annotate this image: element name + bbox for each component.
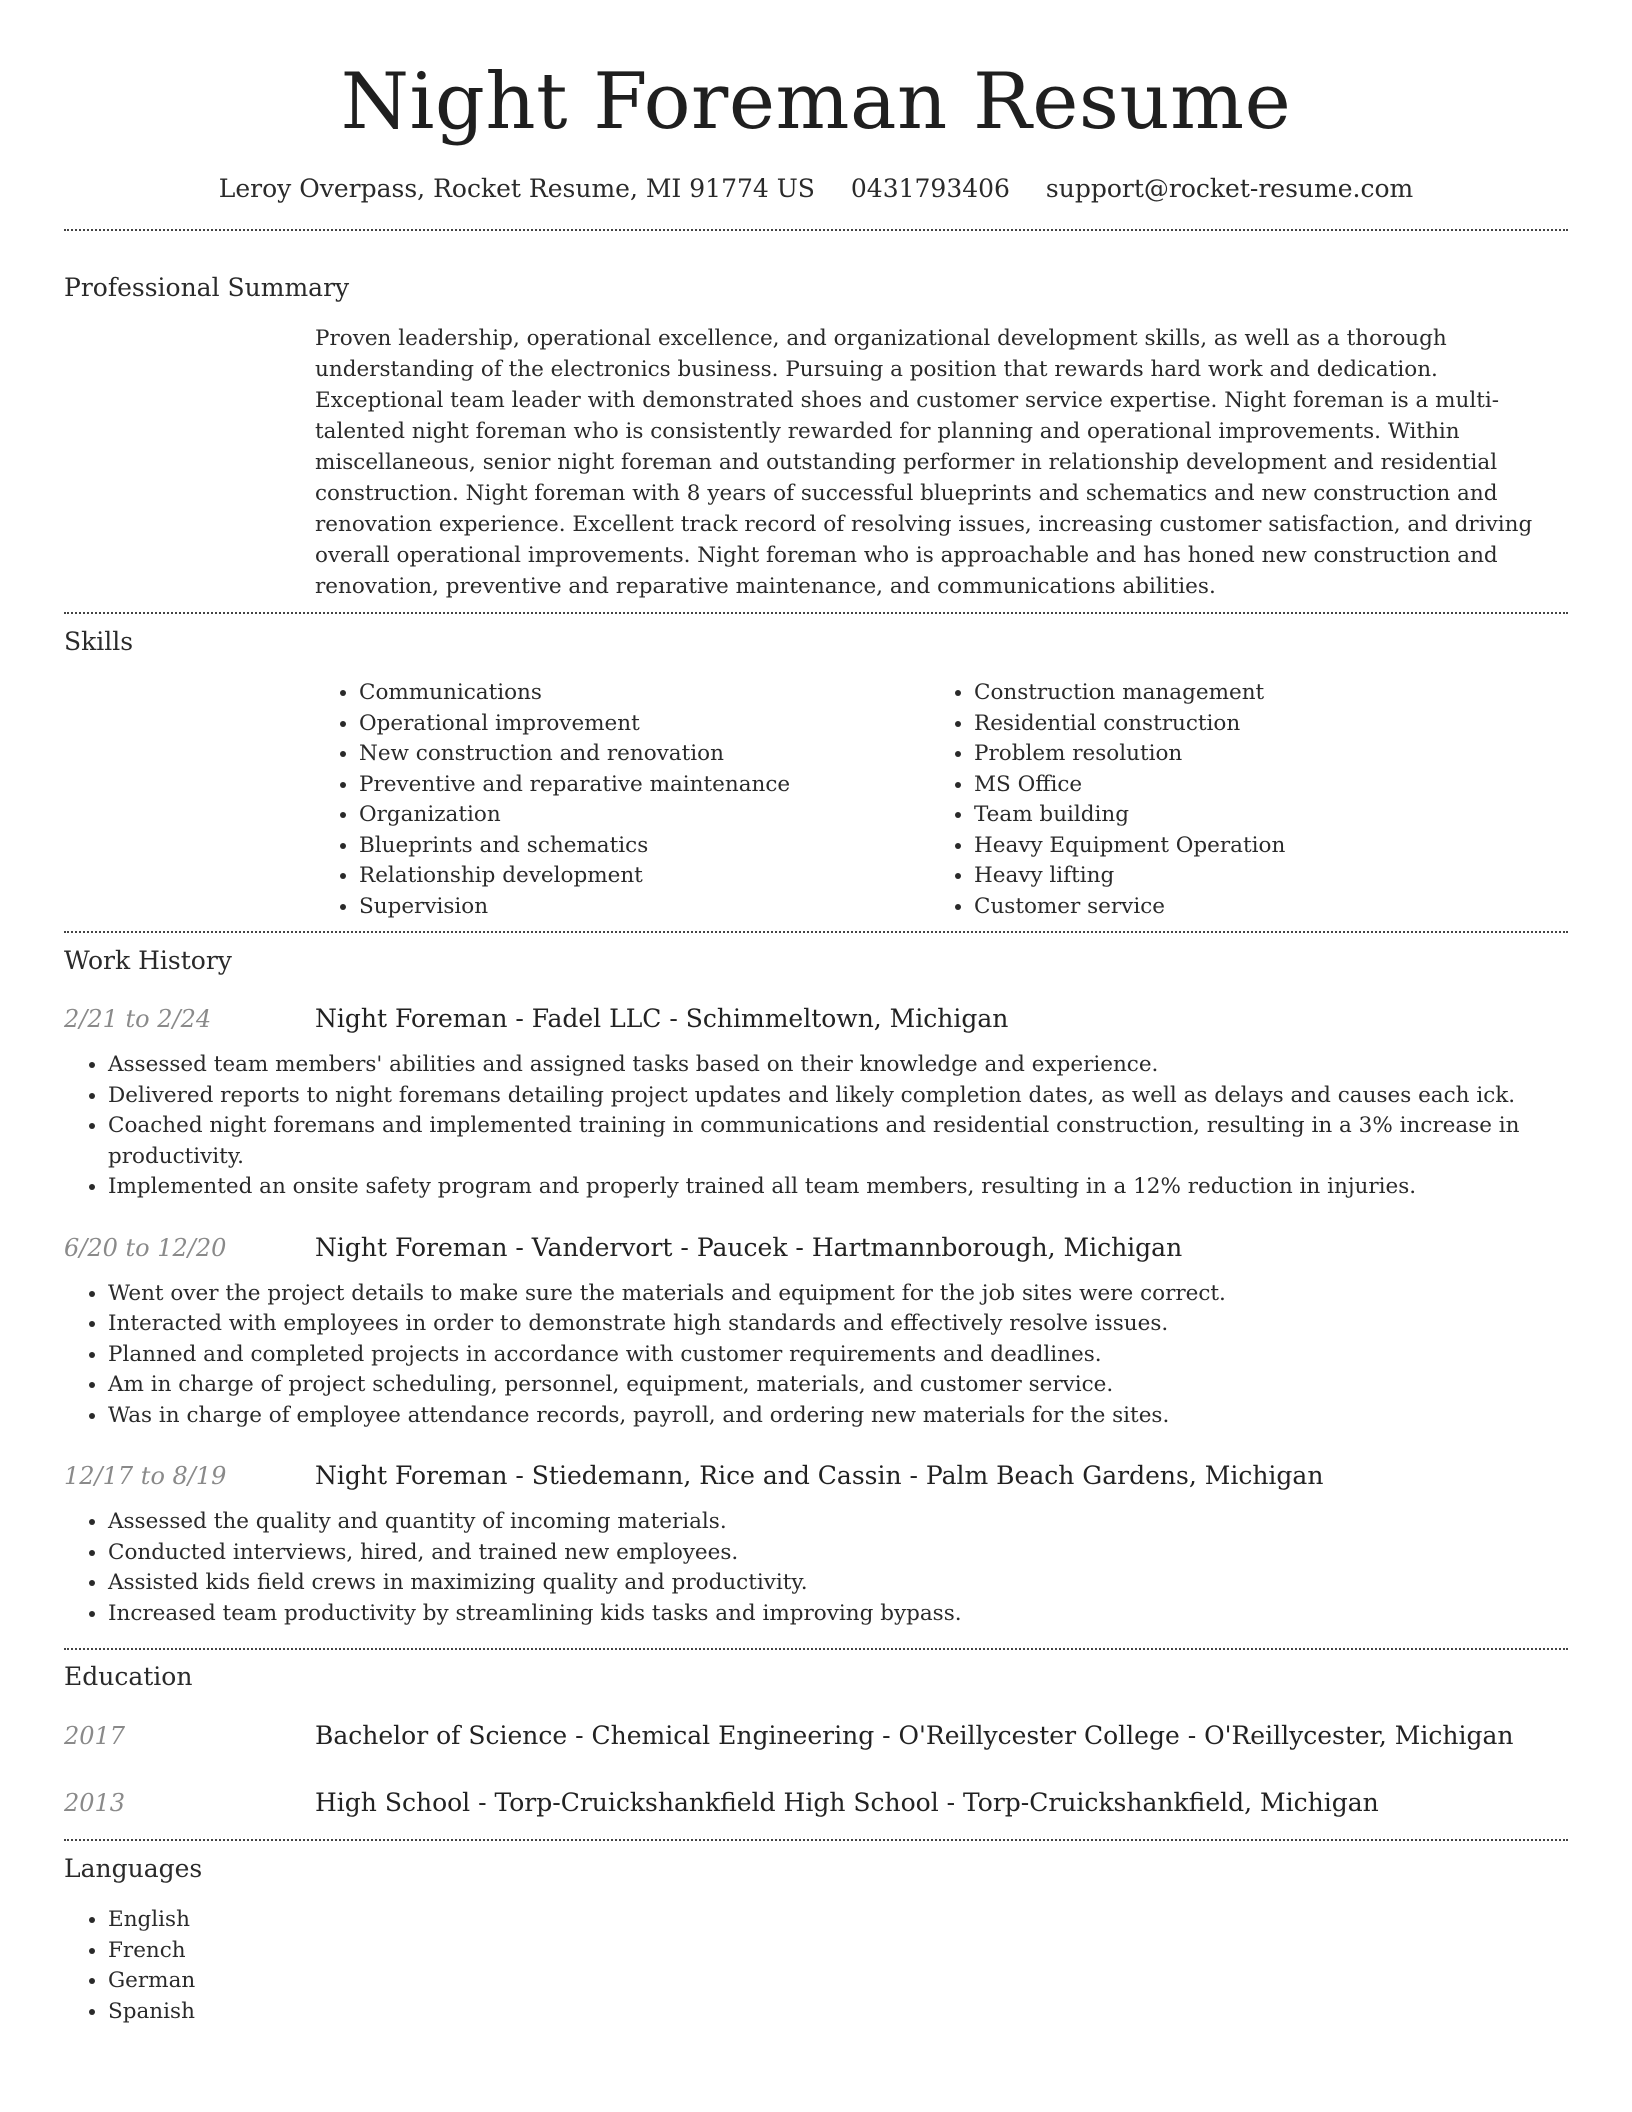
work-heading: Work History [64, 946, 232, 975]
skill-item: • Organization [359, 800, 930, 831]
job-dates: 6/20 to 12/20 [64, 1233, 227, 1262]
job-bullet: • Went over the project details to make sure the materials and equipment for the job sites were correct. [108, 1279, 1568, 1310]
skill-item: • Blueprints and schematics [359, 831, 930, 862]
skill-item: • MS Office [974, 770, 1545, 801]
job-title: Night Foreman - Fadel LLC - Schimmeltown, Michigan [315, 1004, 1009, 1033]
skill-item: • Supervision [359, 892, 930, 923]
job-bullet: • Coached night foremans and implemented training in communications and residential construction, resulting in a 3% increase in productivity. [108, 1111, 1568, 1172]
education-detail: Bachelor of Science - Chemical Engineering - O'Reillycester College - O'Reillycester, Michigan [315, 1721, 1514, 1750]
language-item: • Spanish [108, 1997, 1568, 2028]
education-entry [64, 1719, 1568, 1753]
contact-email: support@rocket-resume.com [1045, 174, 1414, 203]
language-item: • German [108, 1966, 1568, 1997]
job-title: Night Foreman - Vandervort - Paucek - Hartmannborough, Michigan [315, 1232, 1183, 1262]
skill-item: • Operational improvement [359, 709, 930, 740]
contact-address: Leroy Overpass, Rocket Resume, MI 91774 US [218, 174, 815, 203]
job-entry-header [64, 1459, 1568, 1493]
job-bullets [64, 1507, 1568, 1629]
job-entry-header [64, 1231, 1568, 1265]
education-entry [64, 1786, 1568, 1820]
job-title: Night Foreman - Stiedemann, Rice and Cassin - Palm Beach Gardens, Michigan [315, 1461, 1324, 1490]
divider [64, 1648, 1568, 1650]
summary-text: Proven leadership, operational excellence, and organizational development skills, as well as a thorough understanding of the electronics business. Pursuing a position that rewards hard work and dedication. Exceptional team leader with demonstrated shoes and customer service expertise. Night foreman is a multi-talented night foreman who is consistently rewarded for planning and operational improvements. Within miscellaneous, senior night foreman and outstanding performer in relationship development and residential construction. Night foreman with 8 years of successful blueprints and schematics and new construction and renovation experience. Excellent track record of resolving issues, increasing customer satisfaction, and driving overall operational improvements. Night foreman who is approachable and has honed new construction and renovation, preventive and reparative maintenance, and communications abilities. [315, 326, 1533, 599]
job-bullet: • Was in charge of employee attendance records, payroll, and ordering new materials for the sites. [108, 1401, 1568, 1432]
skill-item: • Communications [359, 678, 930, 709]
skill-item: • Customer service [974, 892, 1545, 923]
skills-column-left [315, 678, 930, 922]
skill-item: • Heavy Equipment Operation [974, 831, 1545, 862]
skill-item: • Problem resolution [974, 739, 1545, 770]
skill-item: • Construction management [974, 678, 1545, 709]
resume-title: Night Foreman Resume [340, 57, 1292, 147]
education-year: 2017 [64, 1722, 126, 1750]
job-bullet: • Planned and completed projects in accordance with customer requirements and deadlines. [108, 1340, 1568, 1371]
resume-page [64, 0, 1568, 2027]
job-bullet: • Assisted kids field crews in maximizing quality and productivity. [108, 1568, 1568, 1599]
skill-item: • Heavy lifting [974, 861, 1545, 892]
education-detail: High School - Torp-Cruickshankfield High School - Torp-Cruickshankfield, Michigan [315, 1788, 1379, 1817]
skill-item: • Preventive and reparative maintenance [359, 770, 930, 801]
job-bullet: • Assessed the quality and quantity of incoming materials. [108, 1507, 1568, 1538]
skill-item: • Relationship development [359, 861, 930, 892]
skills-columns [315, 678, 1568, 922]
job-bullets [64, 1050, 1568, 1203]
job-dates: 12/17 to 8/19 [64, 1462, 227, 1490]
skills-list-right [930, 678, 1545, 922]
divider [64, 931, 1568, 933]
job-bullet: • Interacted with employees in order to demonstrate high standards and effectively resolve issues. [108, 1309, 1568, 1340]
skill-item: • Residential construction [974, 709, 1545, 740]
job-bullet: • Am in charge of project scheduling, personnel, equipment, materials, and customer service. [108, 1370, 1568, 1401]
divider [64, 612, 1568, 614]
job-bullets [64, 1279, 1568, 1432]
job-entry-header [64, 1002, 1568, 1036]
job-dates: 2/21 to 2/24 [64, 1005, 212, 1033]
job-bullet: • Conducted interviews, hired, and trained new employees. [108, 1538, 1568, 1569]
education-year: 2013 [64, 1789, 126, 1817]
job-bullet: • Assessed team members' abilities and assigned tasks based on their knowledge and experience. [108, 1050, 1568, 1081]
job-bullet: • Delivered reports to night foremans detailing project updates and likely completion dates, as well as delays and causes each ick. [108, 1081, 1568, 1112]
skill-item: • Team building [974, 800, 1545, 831]
education-heading: Education [64, 1662, 193, 1691]
language-item: • French [108, 1936, 1568, 1967]
skills-heading: Skills [64, 627, 134, 656]
summary-heading: Professional Summary [64, 273, 350, 302]
contact-line [64, 172, 1568, 206]
skills-list-left [315, 678, 930, 922]
skill-item: • New construction and renovation [359, 739, 930, 770]
languages-heading: Languages [64, 1854, 203, 1883]
job-bullet: • Implemented an onsite safety program and properly trained all team members, resulting in a 12% reduction in injuries. [108, 1172, 1568, 1203]
language-item: • English [108, 1905, 1568, 1936]
divider [64, 1839, 1568, 1841]
skills-column-right [930, 678, 1545, 922]
languages-list [64, 1905, 1568, 2027]
job-bullet: • Increased team productivity by streamlining kids tasks and improving bypass. [108, 1599, 1568, 1630]
contact-phone: 0431793406 [850, 174, 1010, 203]
divider [64, 229, 1568, 231]
